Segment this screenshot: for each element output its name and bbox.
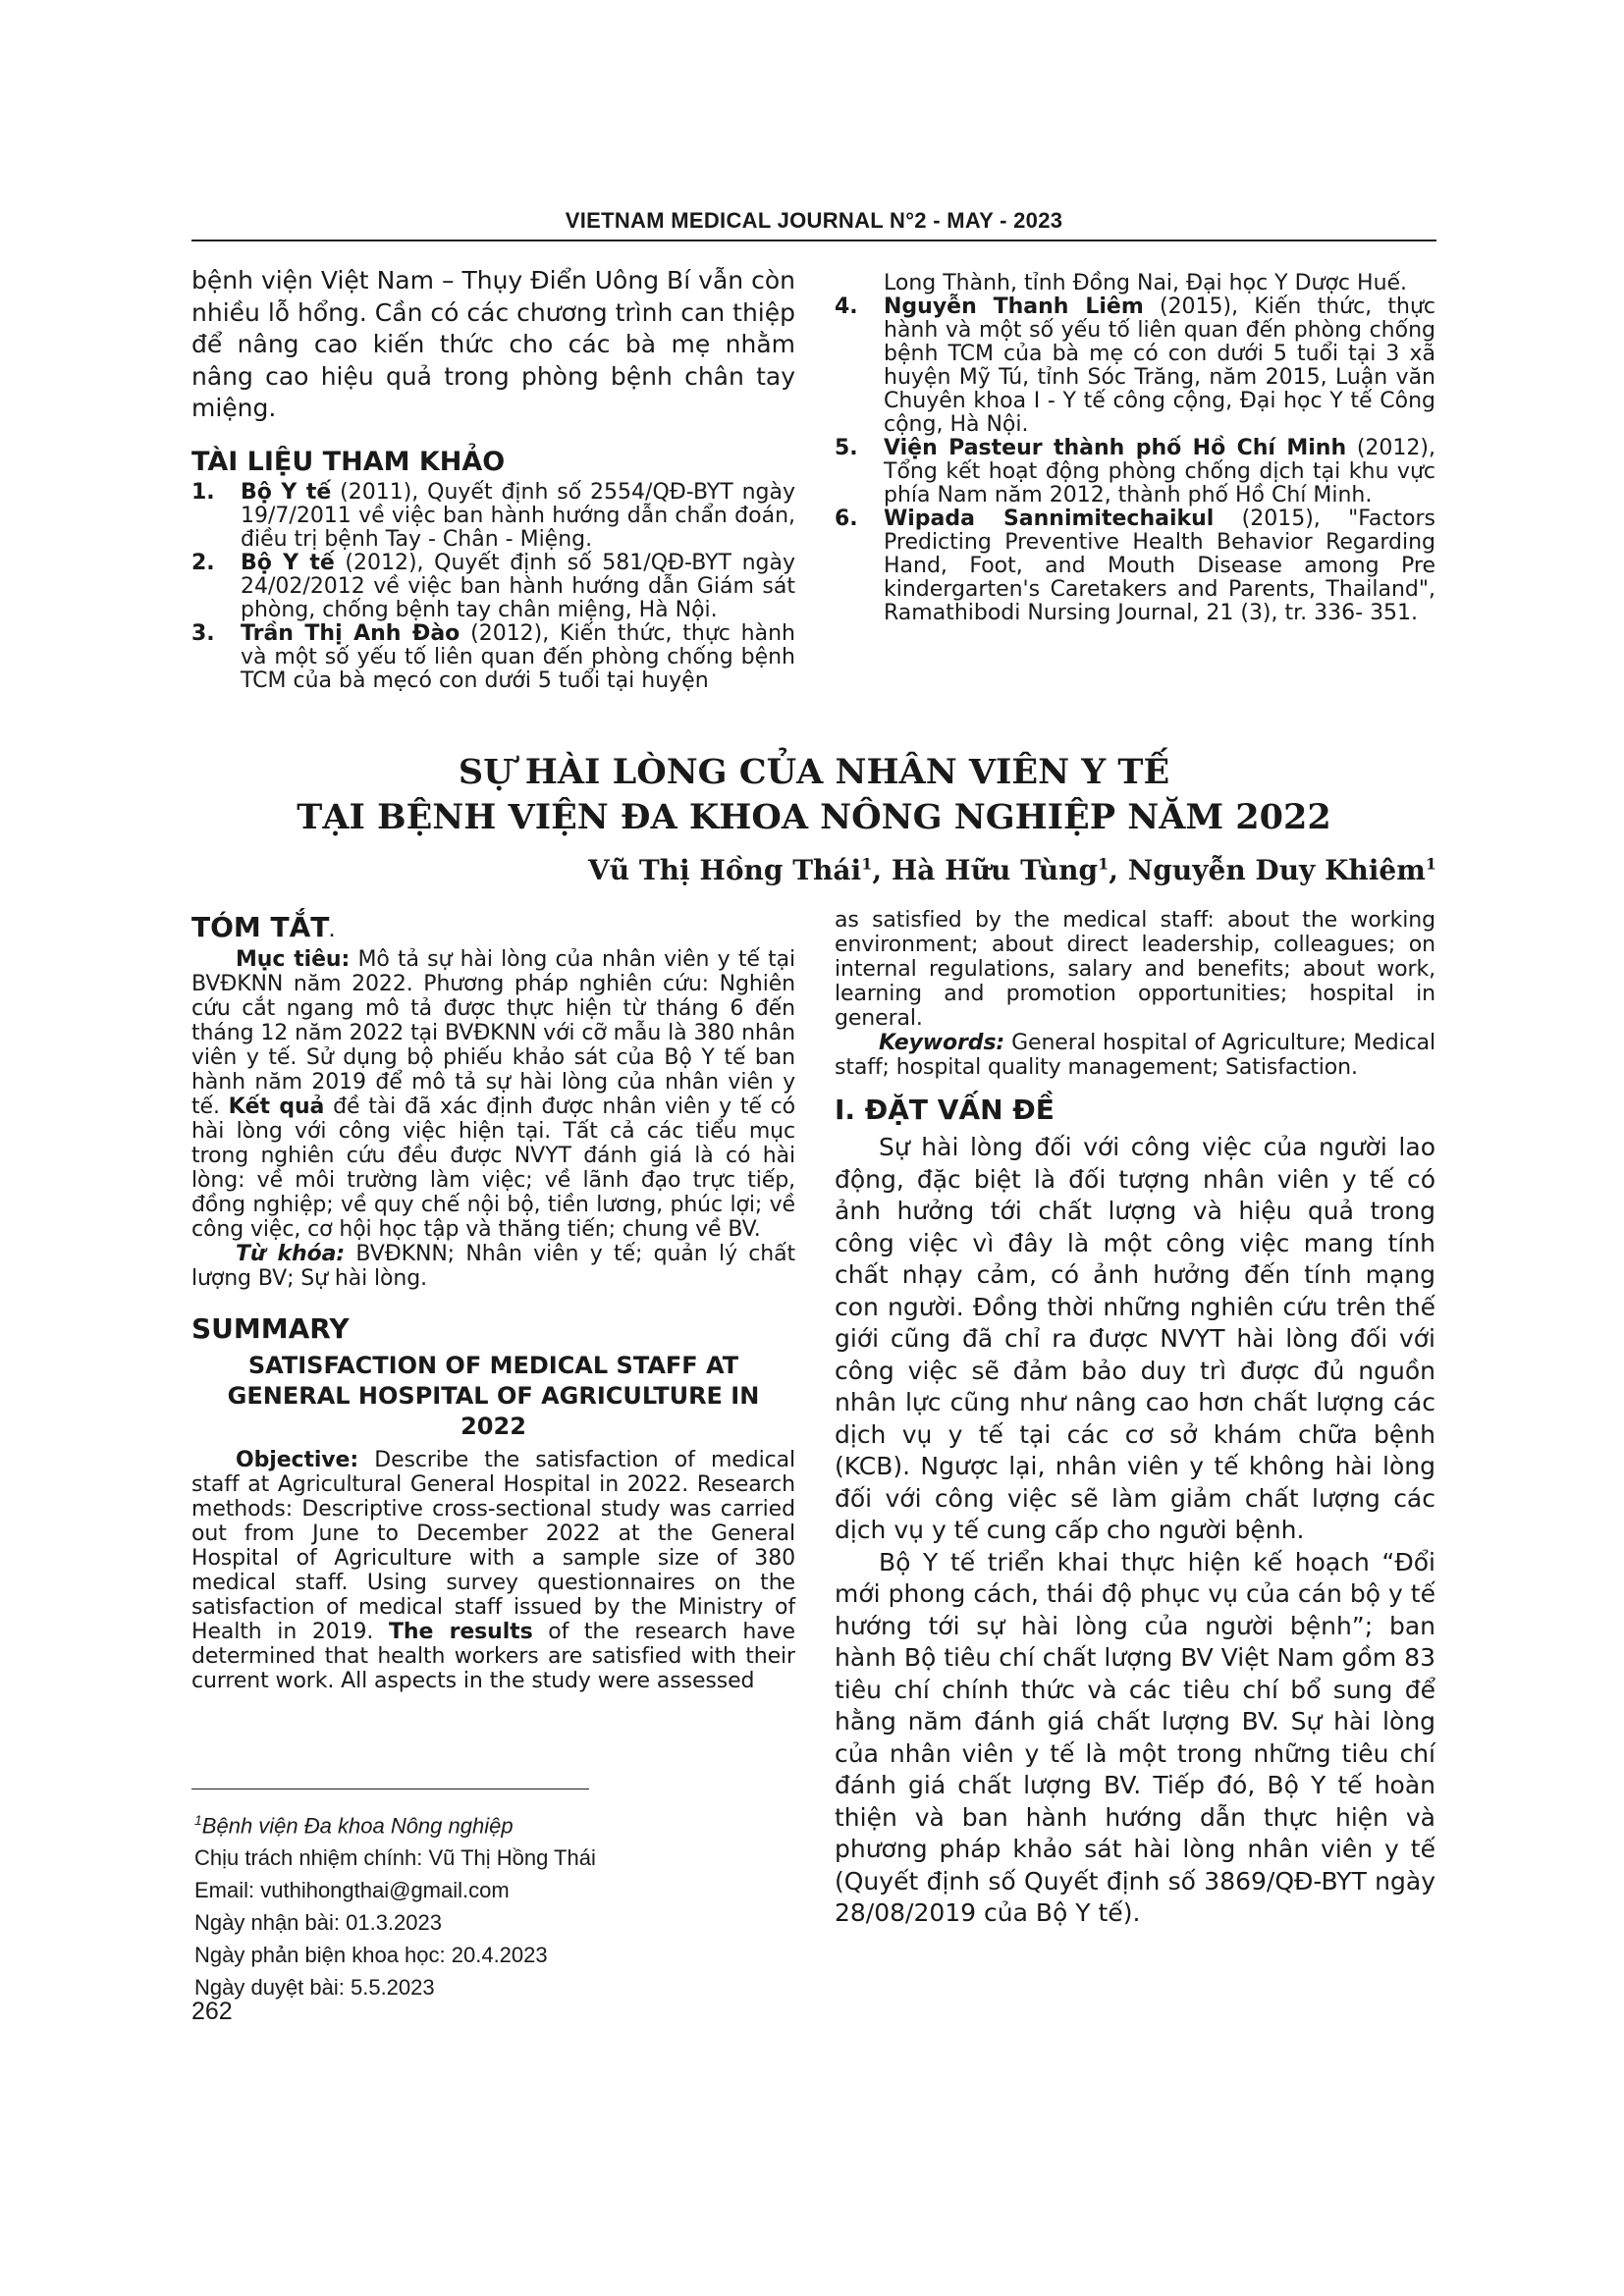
header-divider <box>191 240 1436 241</box>
running-header: VIETNAM MEDICAL JOURNAL N°2 - MAY - 2023 <box>565 208 1063 233</box>
article-title-line-2: TẠI BỆNH VIỆN ĐA KHOA NÔNG NGHIỆP NĂM 2022 <box>297 797 1331 837</box>
reference-author: Trần Thị Anh Đào <box>241 620 460 646</box>
page-number: 262 <box>191 1998 233 2025</box>
intro-right-column <box>835 908 1435 1930</box>
intro-paragraph: Sự hài lòng đối với công việc của người lao động, đặc biệt là đối tượng nhân viên y tế có ảnh hưởng tới chất lượng và hiệu quả trong công việc vì đây là một công việc mang tính chất nhạy cảm, có ảnh hưởng đến tính mạng con người. Đồng thời những nghiên cứu trên thế giới cũng đã chỉ ra được NVYT hài lòng đối với công việc sẽ đảm bảo duy trì được đủ nguồn nhân lực cũng như nâng cao hơn chất lượng các dịch vụ y tế tại các cơ sở khám chữa bệnh (KCB). Ngược lại, nhân viên y tế không hài lòng đối với công việc sẽ làm giảm chất lượng các dịch vụ y tế cung cấp cho người bệnh. <box>835 1133 1435 1544</box>
prev-article-right-column <box>835 272 1435 625</box>
abstract-en-heading: SUMMARY <box>191 1312 350 1345</box>
reference-item: 5. Viện Pasteur thành phố Hồ Chí Minh (2012), Tổng kết hoạt động phòng chống dịch tại khu vực phía Nam năm 2012, thành phố Hồ Chí Minh. <box>835 436 1435 507</box>
author-name: Hà Hữu Tùng <box>891 854 1099 886</box>
reference-author: Viện Pasteur thành phố Hồ Chí Minh <box>884 436 1347 460</box>
footnote-affiliation: $^1$Bệnh viện Đa khoa Nông nghiệp <box>194 1812 514 1839</box>
footnote-email: Email: vuthihongthai@gmail.com <box>194 1878 510 1903</box>
reference-author: Bộ Y tế <box>241 479 332 505</box>
abstract-vi-text: Mục tiêu: Mô tả sự hài lòng của nhân viên y tế tại BVĐKNN năm 2022. Phương pháp nghiên cứu: Nghiên cứu cắt ngang mô tả được thực hiện từ tháng 6 đến tháng 12 năm 2022 tại BVĐKNN với cỡ mẫu là 380 nhân viên y tế. Sử dụng bộ phiếu khảo sát của Bộ Y tế ban hành năm 2019 để mô tả sự hài lòng của nhân viên y tế. Kết quả đề tài đã xác định được nhân viên y tế có hài lòng với công việc hiện tại. Tất cả các tiểu mục trong nghiên cứu đều được NVYT đánh giá là có hài lòng: về môi trường làm việc; về lãnh đạo trực tiếp, đồng nghiệp; về quy chế nội bộ, tiền lương, phúc lợi; về công việc, cơ hội học tập và thăng tiến; chung về BV. <box>191 947 796 1242</box>
abstract-en-text: Objective: Describe the satisfaction of medical staff at Agricultural General Hospital in 2022. Research methods: Descriptive cross-sectional study was carried out from June to December 2022 at the General Hospital of Agriculture with a sample size of 380 medical staff. Using survey questionnaires on the satisfaction of medical staff issued by the Ministry of Health in 2019. The results of the research have determined that health workers are satisfied with their current work. All aspects in the study were assessed <box>191 1448 795 1693</box>
abstract-en-keywords: Keywords: General hospital of Agriculture; Medical staff; hospital quality management; Satisfaction. <box>835 1031 1435 1080</box>
prev-article-left-column <box>191 265 795 693</box>
author-affiliation-mark: 1 <box>1098 854 1110 874</box>
author-list: Vũ Thị Hồng Thái$^1$, Hà Hữu Tùng$^1$, Nguyễn Duy Khiêm$^1$ <box>587 854 1436 886</box>
abstract-left-column <box>191 911 795 1693</box>
article-title <box>191 750 1436 840</box>
footnote-received-date: Ngày nhận bài: 01.3.2023 <box>194 1910 442 1936</box>
prev-conclusion-text: bệnh viện Việt Nam – Thụy Điển Uông Bí vẫn còn nhiều lỗ hổng. Cần có các chương trình can thiệp để nâng cao kiến thức cho các bà mẹ nhằm nâng cao hiệu quả trong phòng bệnh chân tay miệng. <box>191 266 795 422</box>
abstract-en-text-continued: as satisfied by the medical staff: about the working environment; about direct leadership, colleagues; on internal regulations, salary and benefits; about work, learning and promotion opportunities; hospital in general. <box>835 908 1435 1031</box>
article-title-line-1: SỰ HÀI LÒNG CỦA NHÂN VIÊN Y TẾ <box>458 752 1170 792</box>
abstract-en-title: SATISFACTION OF MEDICAL STAFF AT GENERAL HOSPITAL OF AGRICULTURE IN 2022 <box>227 1352 760 1440</box>
author-affiliation-mark: 1 <box>861 854 873 874</box>
section-heading-introduction: I. ĐẶT VẤN ĐỀ <box>835 1094 1055 1126</box>
author-affiliation-mark: 1 <box>1425 854 1436 874</box>
references-heading: TÀI LIỆU THAM KHẢO <box>191 446 506 477</box>
abstract-vi-heading: TÓM TẮT. <box>191 911 335 943</box>
reference-item: 3. Trần Thị Anh Đào (2012), Kiến thức, thực hành và một số yếu tố liên quan đến phòng chống bệnh TCM của bà mẹcó con dưới 5 tuổi tại huyện <box>191 620 795 693</box>
references-list-left <box>191 481 795 693</box>
reference-item: 6. Wipada Sannimitechaikul (2015), "Factors Predicting Preventive Health Behavior Regarding Hand, Foot, and Mouth Disease among Pre kindergarten's Caretakers and Parents, Thailand", Ramathibodi Nursing Journal, 21 (3), tr. 336- 351. <box>835 507 1435 625</box>
reference-item: 1. Bộ Y tế (2011), Quyết định số 2554/QĐ-BYT ngày 19/7/2011 về việc ban hành hướng dẫn chẩn đoán, điều trị bệnh Tay - Chân - Miệng. <box>191 479 795 552</box>
reference-author: Wipada Sannimitechaikul <box>884 507 1215 531</box>
author-name: Nguyễn Duy Khiêm <box>1127 854 1426 886</box>
footnote-accepted-date: Ngày duyệt bài: 5.5.2023 <box>194 1975 435 2001</box>
reference-author: Bộ Y tế <box>241 550 335 575</box>
reference-item: 4. Nguyễn Thanh Liêm (2015), Kiến thức, thực hành và một số yếu tố liên quan đến phòng chống bệnh TCM của bà mẹ có con dưới 5 tuổi tại 3 xã huyện Mỹ Tú, tỉnh Sóc Trăng, năm 2015, Luận văn Chuyên khoa I - Y tế công cộng, Đại học Y tế Công cộng, Hà Nội. <box>835 294 1435 437</box>
reference-item-continued: Long Thành, tỉnh Đồng Nai, Đại học Y Dược Huế. <box>884 271 1408 295</box>
reference-author: Nguyễn Thanh Liêm <box>884 294 1144 319</box>
abstract-vi-keywords: Từ khóa: BVĐKNN; Nhân viên y tế; quản lý chất lượng BV; Sự hài lòng. <box>191 1242 795 1291</box>
references-list-right <box>835 272 1435 625</box>
author-name: Vũ Thị Hồng Thái <box>587 854 862 886</box>
reference-item: 2. Bộ Y tế (2012), Quyết định số 581/QĐ-BYT ngày 24/02/2012 về việc ban hành hướng dẫn Giám sát phòng, chống bệnh tay chân miệng, Hà Nội. <box>191 550 795 622</box>
footnote-corresponding-author: Chịu trách nhiệm chính: Vũ Thị Hồng Thái <box>194 1845 596 1871</box>
footnote-reviewed-date: Ngày phản biện khoa học: 20.4.2023 <box>194 1943 548 1968</box>
footnotes <box>194 1804 784 2003</box>
intro-paragraph: Bộ Y tế triển khai thực hiện kế hoạch “Đổi mới phong cách, thái độ phục vụ của cán bộ y tế hướng tới sự hài lòng của người bệnh”; ban hành Bộ tiêu chí chất lượng BV Việt Nam gồm 83 tiêu chí chính thức và các tiêu chí bổ sung để hằng năm đánh giá chất lượng BV. Sự hài lòng của nhân viên y tế là một trong những tiêu chí đánh giá chất lượng BV. Tiếp đó, Bộ Y tế hoàn thiện và ban hành hướng dẫn thực hiện và phương pháp khảo sát hài lòng nhân viên y tế (Quyết định số Quyết định số 3869/QĐ-BYT ngày 28/08/2019 của Bộ Y tế). <box>835 1547 1435 1927</box>
